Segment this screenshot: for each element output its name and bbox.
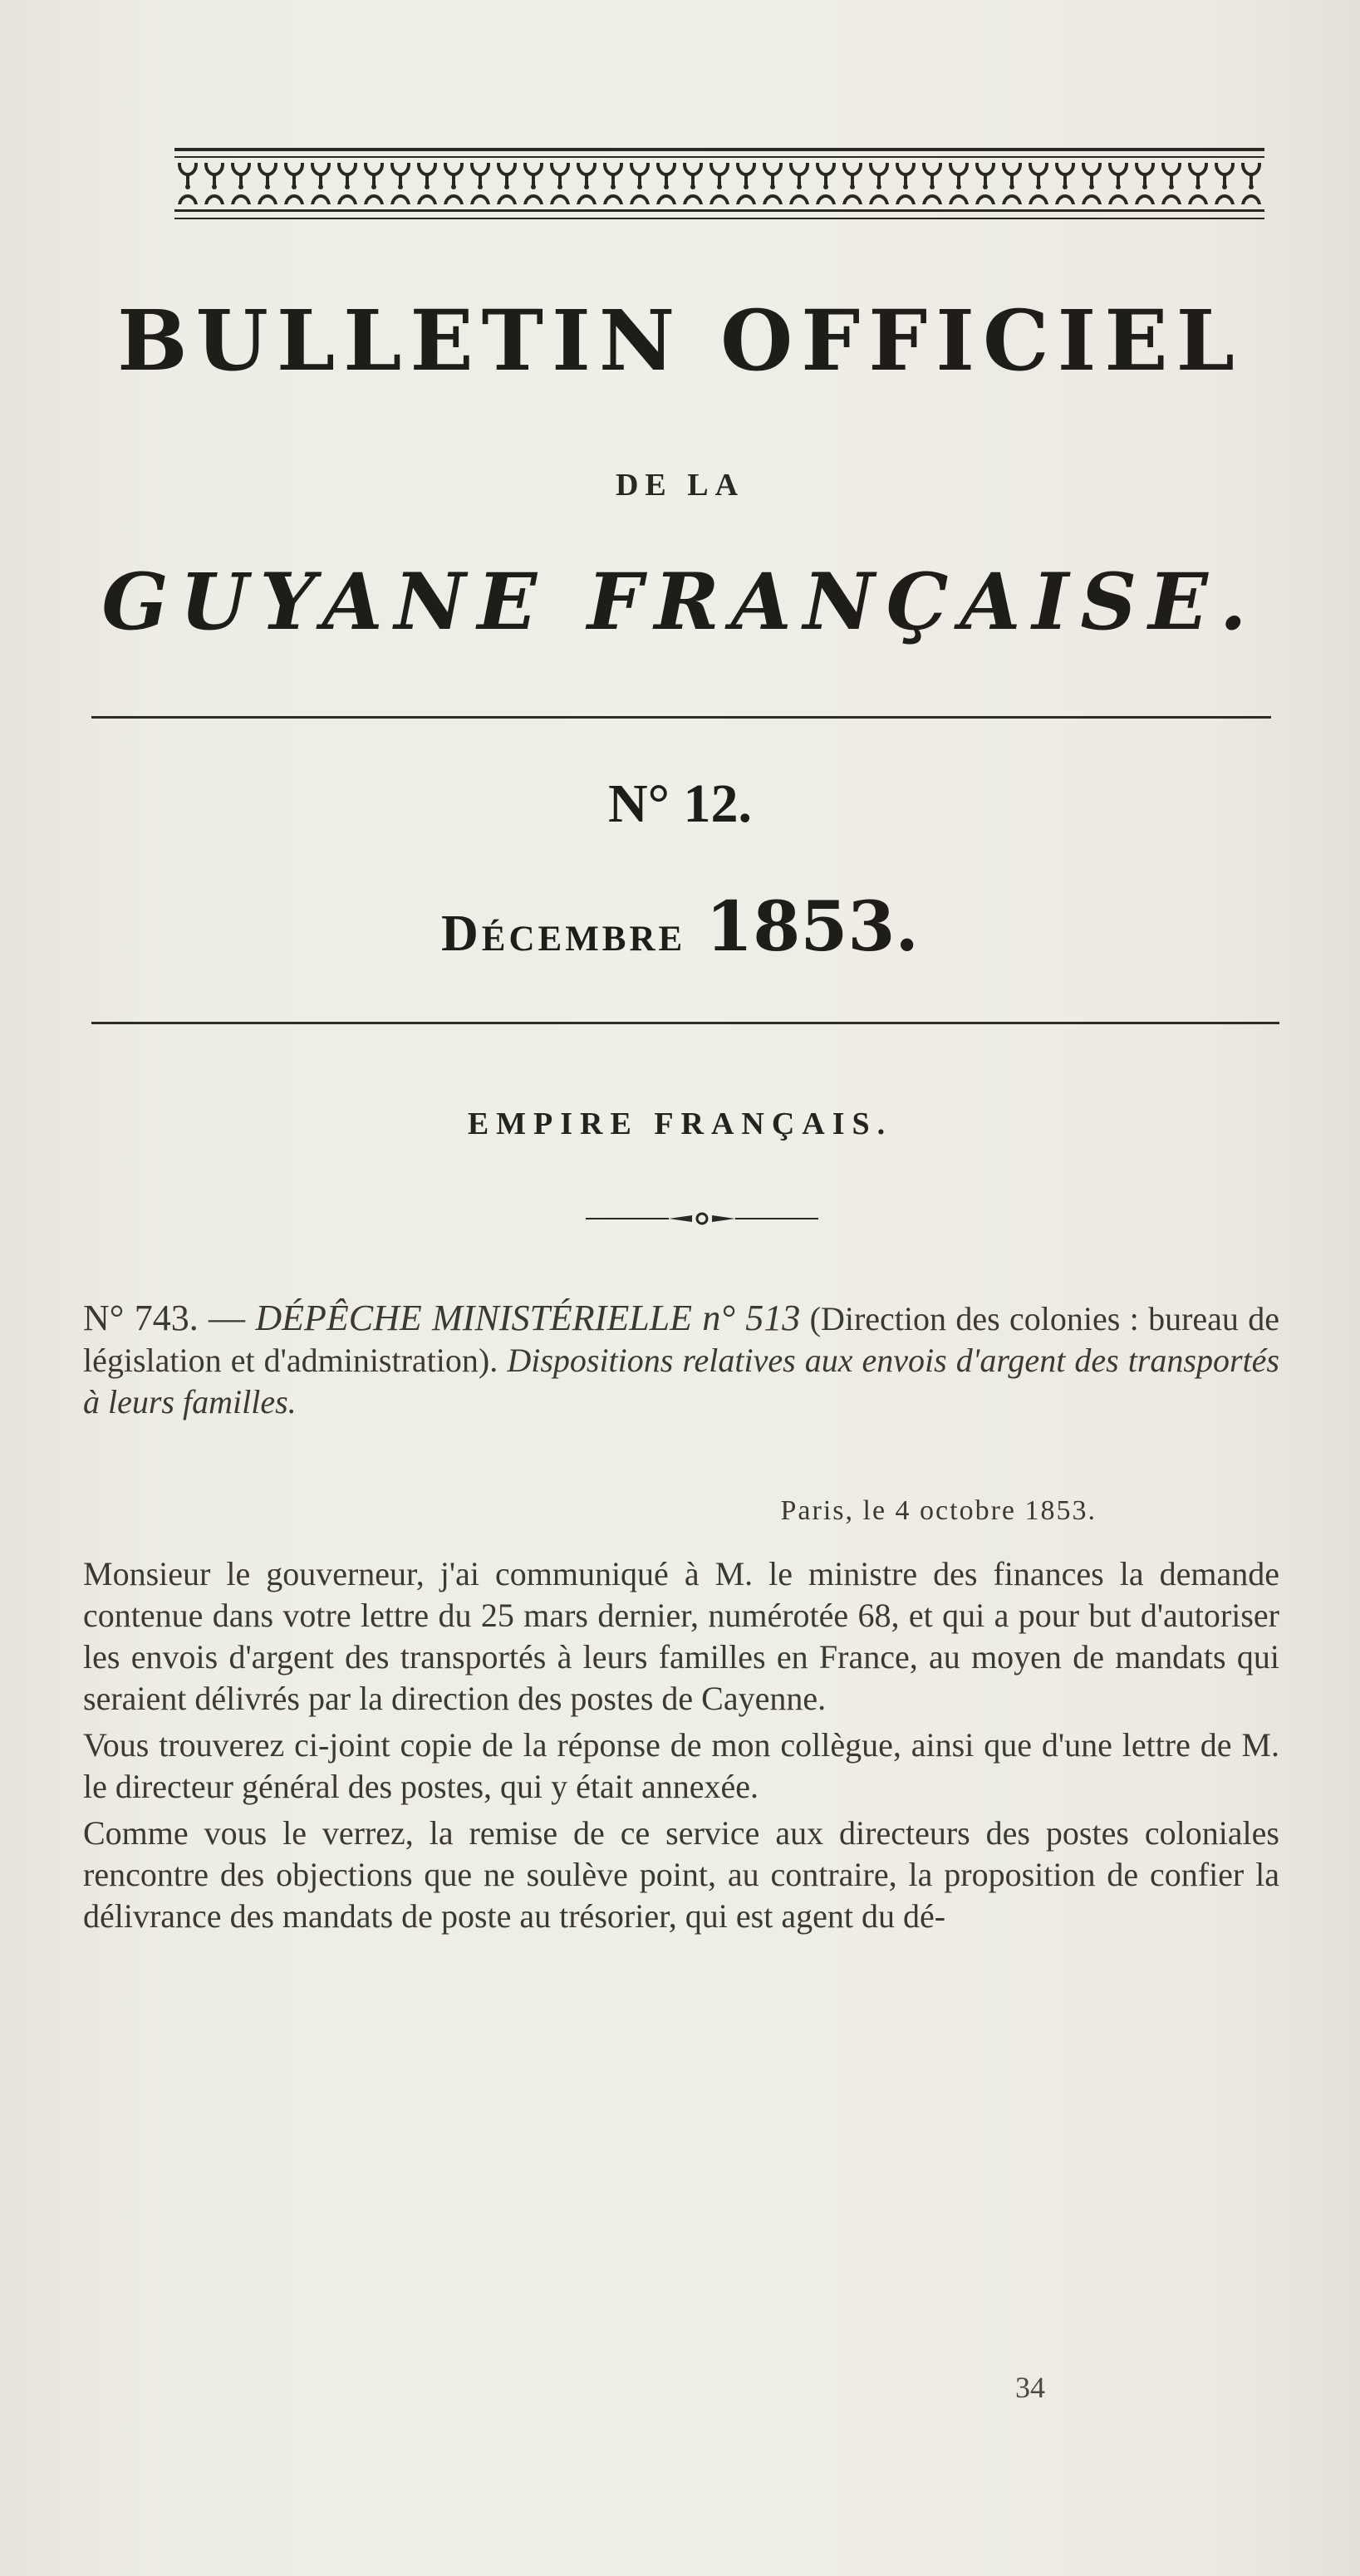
empire-heading: EMPIRE FRANÇAIS.: [467, 1106, 893, 1141]
dispatch-heading: [83, 1298, 1279, 1423]
decorative-header-border: [174, 148, 1264, 227]
dispatch-type: DÉPÊCHE MINISTÉRIELLE n° 513: [255, 1298, 801, 1338]
issue-month: Décembre: [441, 905, 686, 962]
bulletin-subtitle-de-la: DE LA: [615, 468, 745, 503]
dispatch-subject: Dispositions relatives aux envois d'argent des transportés à leurs familles.: [83, 1342, 1279, 1420]
dispatch-body: [83, 1553, 1279, 1942]
paragraph: Vous trouverez ci-joint copie de la réponse de mon collègue, ainsi que d'une lettre de M. le directeur général des postes, qui y était annexée.: [83, 1726, 1279, 1805]
header-rule-bottom: [91, 1022, 1279, 1024]
header-rule-top: [91, 716, 1271, 719]
dispatch-department: (Direction des colonies : bureau de législation et d'administration).: [83, 1300, 1279, 1379]
paragraph: Comme vous le verrez, la remise de ce service aux directeurs des postes coloniales rencontre des objections que ne soulève point, au contraire, la proposition de confier la délivrance des mandats de poste au trésorier, qui est agent du dé-: [83, 1814, 1279, 1935]
issue-number: N° 12.: [607, 773, 753, 834]
issue-year: 1853.: [705, 887, 919, 967]
dispatch-dateline: Paris, le 4 octobre 1853.: [780, 1495, 1097, 1526]
page-number: 34: [1015, 2371, 1045, 2404]
dispatch-number: N° 743. —: [83, 1298, 256, 1338]
issue-date: [0, 887, 1360, 967]
paragraph: Monsieur le gouverneur, j'ai communiqué à M. le ministre des finances la demande contenue dans votre lettre du 25 mars dernier, numérotée 68, et qui a pour but d'autoriser les envois d'argent des transportés à leurs familles en France, au moyen de mandats qui seraient délivrés par la direction des postes de Cayenne.: [83, 1555, 1279, 1717]
bulletin-title: BULLETIN OFFICIEL: [117, 292, 1243, 390]
colony-title: GUYANE FRANÇAISE.: [101, 557, 1259, 648]
ornamental-divider: [586, 1209, 818, 1229]
